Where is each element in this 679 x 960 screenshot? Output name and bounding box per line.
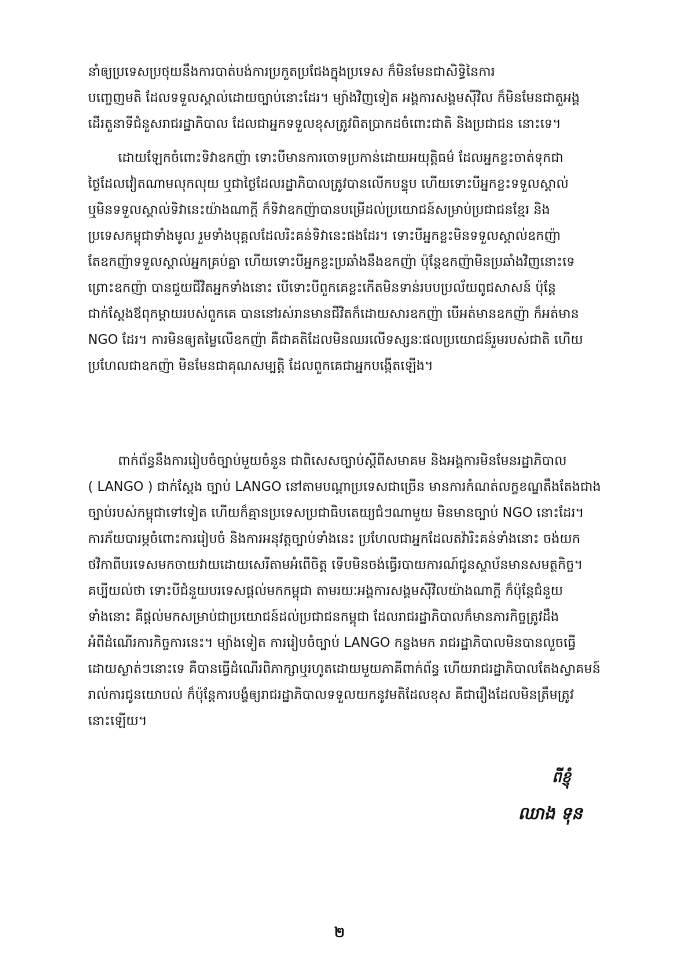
text-line: ( LANGO ) ជាក់ស្តែង ច្បាប់ LANGO នៅតាមបណ្តាប្រទេសជាច្រើន មានការកំណត់លក្ខខណ្ឌតឹងតែងជាង bbox=[88, 480, 601, 495]
text-line: ប្រទេសកម្ពុជាទាំងមូល រួមទាំងបុគ្គលដែលរិះគន់ទិវានេះផងដែរ។ ទោះបីអ្នកខ្លះមិនទទួលស្គាល់ឧកញ៉ា bbox=[88, 229, 561, 244]
text-line: នោះឡើយ។ bbox=[88, 714, 148, 729]
text-line: ថវិកាពីបរទេសមកចាយវាយដោយសេរីតាមអំពើចិត្ត ទើបមិនចង់ធ្វើរបាយការណ៍ជូនស្ថាប័នមានសមត្ថកិច្ច។ bbox=[88, 558, 583, 573]
paragraph-1 bbox=[88, 60, 608, 138]
paragraph-3 bbox=[88, 449, 608, 735]
text-line: ដោយស្ងាត់ៗនោះទេ គឺបានធ្វើដំណើរពិភាក្សាឬរហូតដោយមួយភាគីពាក់ព័ន្ធ ហើយរាជរដ្ឋាភិបាលតែងស្វាគមន៍ bbox=[88, 662, 601, 677]
text-line: ច្បាប់របស់កម្ពុជាទៅទៀត ហើយក៏គ្មានប្រទេសប្រជាធិបតេយ្យជំៗណាមួយ មិនមានច្បាប់ NGO នោះដែរ។ bbox=[88, 506, 584, 521]
text-line: ថ្ងៃដែលវៀតណាមលុកលុយ ឬជាថ្ងៃដែលរដ្ឋាភិបាលត្រូវបានលើកបន្ទុប ហើយទោះបីអ្នកខ្លះទទួលស្គាល់ bbox=[88, 177, 569, 192]
text-line: ទាំងនោះ គឺផ្តល់មកសម្រាប់ជាប្រយោជន៍ដល់ប្រជាជនកម្ពុជា ដែលរាជរដ្ឋាភិបាលក៏មានភារកិច្ចត្រូវដឹង bbox=[88, 610, 559, 625]
text-line: ព្រោះឧកញ៉ា បានជួយជីវិតអ្នកទាំងនោះ បើទោះបីពួកគេខ្លះកើតមិនទាន់របបប្រល័យពូជសាសន៍ ប៉ុន្តែ bbox=[88, 281, 556, 296]
text-line: ឬមិនទទួលស្គាល់ទិវានេះយ៉ាងណាក្តី ក៏ទិវាឧកញ៉ាបានបម្រើដល់ប្រយោជន៍សម្រាប់ប្រជាជនខ្មែរ និង bbox=[88, 203, 551, 218]
text-line: បញ្ចេញមតិ ដែលទទួលស្គាល់ដោយច្បាប់នោះដែរ។ ម្យ៉ាងវិញទៀត អង្គការសង្គមស៊ីវិល ក៏មិនមែនជាតួអង្គ bbox=[88, 91, 580, 106]
text-line: អំពីដំណើរការកិច្ចការនេះ។ ម្យ៉ាងទៀត ការរៀបចំច្បាប់ LANGO កន្លងមក រាជរដ្ឋាភិបាលមិនបានលួចធ្វើ bbox=[88, 636, 576, 651]
page-number: ២ bbox=[334, 925, 345, 941]
text-line: ការភ័យបារម្ភចំពោះការរៀបចំ និងការអនុវត្តច្បាប់ទាំងនេះ ប្រហែលជាអ្នកដែលតវ៉ារិះគន់ទាំងនោះ ចង់យក bbox=[88, 532, 581, 547]
text-line: ដើរតួនាទីជំនួសរាជរដ្ឋាភិបាល ដែលជាអ្នកទទួលខុសត្រូវពិតប្រាកដចំពោះជាតិ និងប្រជាជន នោះទេ។ bbox=[88, 117, 562, 132]
text-line: គប្បីយល់ថា ទោះបីជំនួយបរទេសផ្តល់មកកម្ពុជា តាមរយៈអង្គការសង្គមស៊ីវិលយ៉ាងណាក្តី ក៏ប៉ុន្តែជំនួយ bbox=[88, 584, 564, 599]
text-line: តែឧកញ៉ាទទួលស្គាល់អ្នកគ្រប់គ្នា ហើយទោះបីអ្នកខ្លះប្រឆាំងនឹងឧកញ៉ា ប៉ុន្តែឧកញ៉ាមិនប្រឆាំងវិញនោះទេ bbox=[88, 255, 575, 270]
text-line: នាំឲ្យប្រទេសប្រថុយនឹងការបាត់បង់ការប្រកួតប្រជែងក្នុងប្រទេស ក៏មិនមែនជាសិទ្ធិនៃការ bbox=[88, 65, 495, 80]
text-line: ពាក់ព័ន្ធនឹងការរៀបចំច្បាប់មួយចំនួន ជាពិសេសច្បាប់ស្តីពីសមាគម និងអង្គការមិនមែនរដ្ឋាភិបាល bbox=[118, 454, 567, 469]
text-line: ប្រហែលជាឧកញ៉ា មិនមែនជាគុណសម្បត្តិ ដែលពួកគេជាអ្នកបង្កើតឡើង។ bbox=[88, 359, 434, 374]
paragraph-2 bbox=[88, 146, 608, 380]
text-line: ដោយឡែកចំពោះទិវាឧកញ៉ា ទោះបីមានការចោទប្រកាន់ដោយអយុត្តិធម៌ ដែលអ្នកខ្លះចាត់ទុកជា bbox=[118, 151, 564, 166]
text-line: NGO ដែរ។ ការមិនឲ្យតម្លៃលើឧកញ៉ា គឺជាគតិដែលមិនឈរលើទស្សនៈផលប្រយោជន៍រួមរបស់ជាតិ ហើយ bbox=[88, 333, 584, 348]
text-line: រាល់ការជូនយោបល់ ក៏ប៉ុន្តែការបង្ខំឲ្យរាជរដ្ឋាភិបាលទទួលយកនូវមតិដែលខុស គឺជារឿងដែលមិនត្រឹមត្រូវ bbox=[88, 688, 574, 703]
signature-name: ឈាង ទុន bbox=[518, 804, 583, 824]
signature-from: ពីខ្ញុំ bbox=[552, 768, 572, 786]
text-line: ជាក់ស្តែងឪពុកម្តាយរបស់ពួកគេ បាននៅរស់រានមានជីវិតក៏ដោយសារឧកញ៉ា បើអត់មានឧកញ៉ា ក៏អត់មាន bbox=[88, 307, 580, 322]
